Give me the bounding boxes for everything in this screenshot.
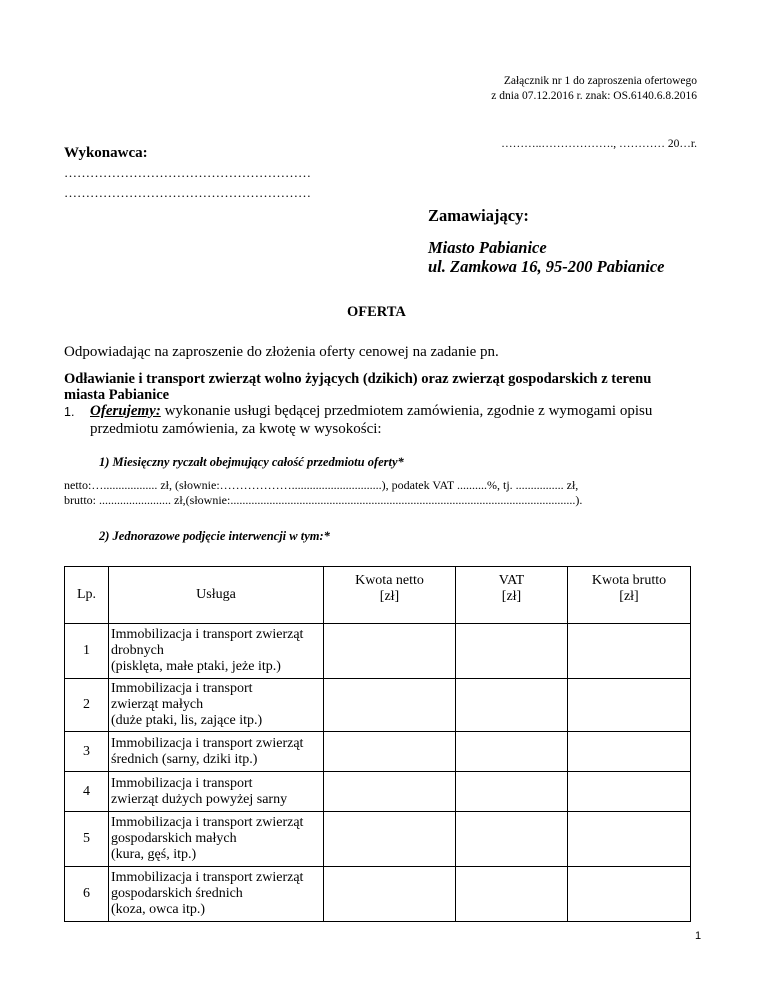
gross-amount-cell[interactable] bbox=[568, 772, 691, 812]
ordering-party-label: Zamawiający: bbox=[428, 206, 529, 225]
row-lp: 6 bbox=[65, 867, 109, 922]
page-number: 1 bbox=[695, 930, 702, 942]
service-line: (koza, owca itp.) bbox=[111, 902, 206, 917]
vat-amount-cell[interactable] bbox=[456, 624, 568, 679]
row-lp: 2 bbox=[65, 679, 109, 732]
offer-table bbox=[64, 566, 691, 922]
gross-amount-cell[interactable] bbox=[568, 624, 691, 679]
net-amount-cell[interactable] bbox=[324, 812, 456, 867]
service-line: Immobilizacja i transport zwierząt bbox=[111, 815, 304, 830]
row-service bbox=[109, 624, 324, 679]
vat-amount-cell[interactable] bbox=[456, 812, 568, 867]
table-header-row bbox=[65, 567, 691, 624]
table-row bbox=[65, 772, 691, 812]
net-amount-cell[interactable] bbox=[324, 624, 456, 679]
header-vat-unit: [zł] bbox=[501, 589, 522, 604]
service-line: Immobilizacja i transport zwierząt bbox=[111, 735, 304, 751]
service-line: gospodarskich małych bbox=[111, 831, 237, 846]
row-lp: 1 bbox=[65, 624, 109, 679]
gross-amount-cell[interactable] bbox=[568, 732, 691, 772]
service-line: gospodarskich średnich bbox=[111, 886, 243, 901]
service-line: zwierząt małych bbox=[111, 697, 204, 712]
header-net bbox=[324, 567, 456, 624]
table-row bbox=[65, 812, 691, 867]
intro-text: Odpowiadając na zaproszenie do złożenia oferty cenowej na zadanie pn. bbox=[64, 344, 499, 360]
row-service bbox=[109, 867, 324, 922]
header-net-unit: [zł] bbox=[379, 589, 400, 604]
vat-amount-cell[interactable] bbox=[456, 772, 568, 812]
net-amount-cell[interactable] bbox=[324, 772, 456, 812]
service-line: Immobilizacja i transport zwierząt bbox=[111, 627, 304, 642]
vat-amount-cell[interactable] bbox=[456, 867, 568, 922]
task-name-line-2: miasta Pabianice bbox=[64, 387, 170, 403]
header-gross-unit: [zł] bbox=[619, 589, 639, 604]
row-lp: 5 bbox=[65, 812, 109, 867]
header-gross-label: Kwota brutto bbox=[591, 573, 667, 588]
gross-amount-cell[interactable] bbox=[568, 867, 691, 922]
table-row bbox=[65, 732, 691, 772]
service-line: zwierząt dużych powyżej sarny bbox=[111, 791, 288, 807]
row-lp: 4 bbox=[65, 772, 109, 812]
net-amount-cell[interactable] bbox=[324, 867, 456, 922]
table-row bbox=[65, 679, 691, 732]
page-title: OFERTA bbox=[347, 304, 406, 320]
gross-amount-cell[interactable] bbox=[568, 679, 691, 732]
row-lp: 3 bbox=[65, 732, 109, 772]
gross-amount-cell[interactable] bbox=[568, 812, 691, 867]
table-row bbox=[65, 867, 691, 922]
item-text-1: wykonanie usługi będącej przedmiotem zamówienia, zgodnie z wymogami opisu bbox=[160, 403, 653, 419]
section-2-heading: 2) Jednorazowe podjęcie interwencji w tym:* bbox=[99, 529, 330, 543]
section-1-gross-line: brutto: ........................ zł,(słownie:...................................................................................................................). bbox=[64, 493, 583, 507]
header-gross bbox=[568, 567, 691, 624]
header-vat-label: VAT bbox=[498, 573, 525, 588]
annex-line-1: Załącznik nr 1 do zaproszenia ofertowego bbox=[503, 75, 697, 87]
ordering-party-address: ul. Zamkowa 16, 95-200 Pabianice bbox=[428, 257, 665, 276]
service-line: Immobilizacja i transport zwierząt bbox=[111, 870, 304, 885]
item-text-line-2: przedmiotu zamówienia, za kwotę w wysokości: bbox=[90, 421, 382, 437]
vat-amount-cell[interactable] bbox=[456, 732, 568, 772]
row-service bbox=[109, 812, 324, 867]
service-line: Immobilizacja i transport bbox=[111, 681, 253, 696]
net-amount-cell[interactable] bbox=[324, 732, 456, 772]
item-lead: Oferujemy: bbox=[90, 403, 161, 419]
row-service bbox=[109, 679, 324, 732]
task-name-line-1: Odławianie i transport zwierząt wolno żyjących (dzikich) oraz zwierząt gospodarskich z terenu bbox=[64, 371, 652, 387]
item-text-line-1 bbox=[90, 403, 652, 420]
section-1-net-line: netto:….................. zł, (słownie:………………..............................), podatek VAT ..........%, tj. ................ zł, bbox=[64, 478, 579, 492]
ordering-party-name: Miasto Pabianice bbox=[428, 238, 547, 257]
service-line: (duże ptaki, lis, zające itp.) bbox=[111, 713, 263, 728]
header-service: Usługa bbox=[109, 567, 324, 624]
service-line: średnich (sarny, dziki itp.) bbox=[111, 751, 258, 767]
row-service bbox=[109, 732, 324, 772]
row-service bbox=[109, 772, 324, 812]
header-vat bbox=[456, 567, 568, 624]
service-line: Immobilizacja i transport bbox=[111, 775, 253, 791]
contractor-label: Wykonawca: bbox=[64, 145, 148, 161]
vat-amount-cell[interactable] bbox=[456, 679, 568, 732]
place-date: ………..………………., ………… 20…r. bbox=[501, 138, 697, 150]
contractor-line-1: ………………………………………………… bbox=[64, 165, 311, 180]
annex-line-2: z dnia 07.12.2016 r. znak: OS.6140.6.8.2016 bbox=[491, 90, 697, 102]
section-1-heading: 1) Miesięczny ryczałt obejmujący całość przedmiotu oferty* bbox=[99, 455, 404, 469]
table-row bbox=[65, 624, 691, 679]
header-lp: Lp. bbox=[65, 567, 109, 624]
service-line: (pisklęta, małe ptaki, jeże itp.) bbox=[111, 659, 281, 674]
net-amount-cell[interactable] bbox=[324, 679, 456, 732]
contractor-line-2: ………………………………………………… bbox=[64, 185, 311, 200]
header-net-label: Kwota netto bbox=[355, 573, 424, 588]
service-line: (kura, gęś, itp.) bbox=[111, 847, 197, 862]
service-line: drobnych bbox=[111, 643, 164, 658]
item-number: 1. bbox=[64, 405, 75, 419]
